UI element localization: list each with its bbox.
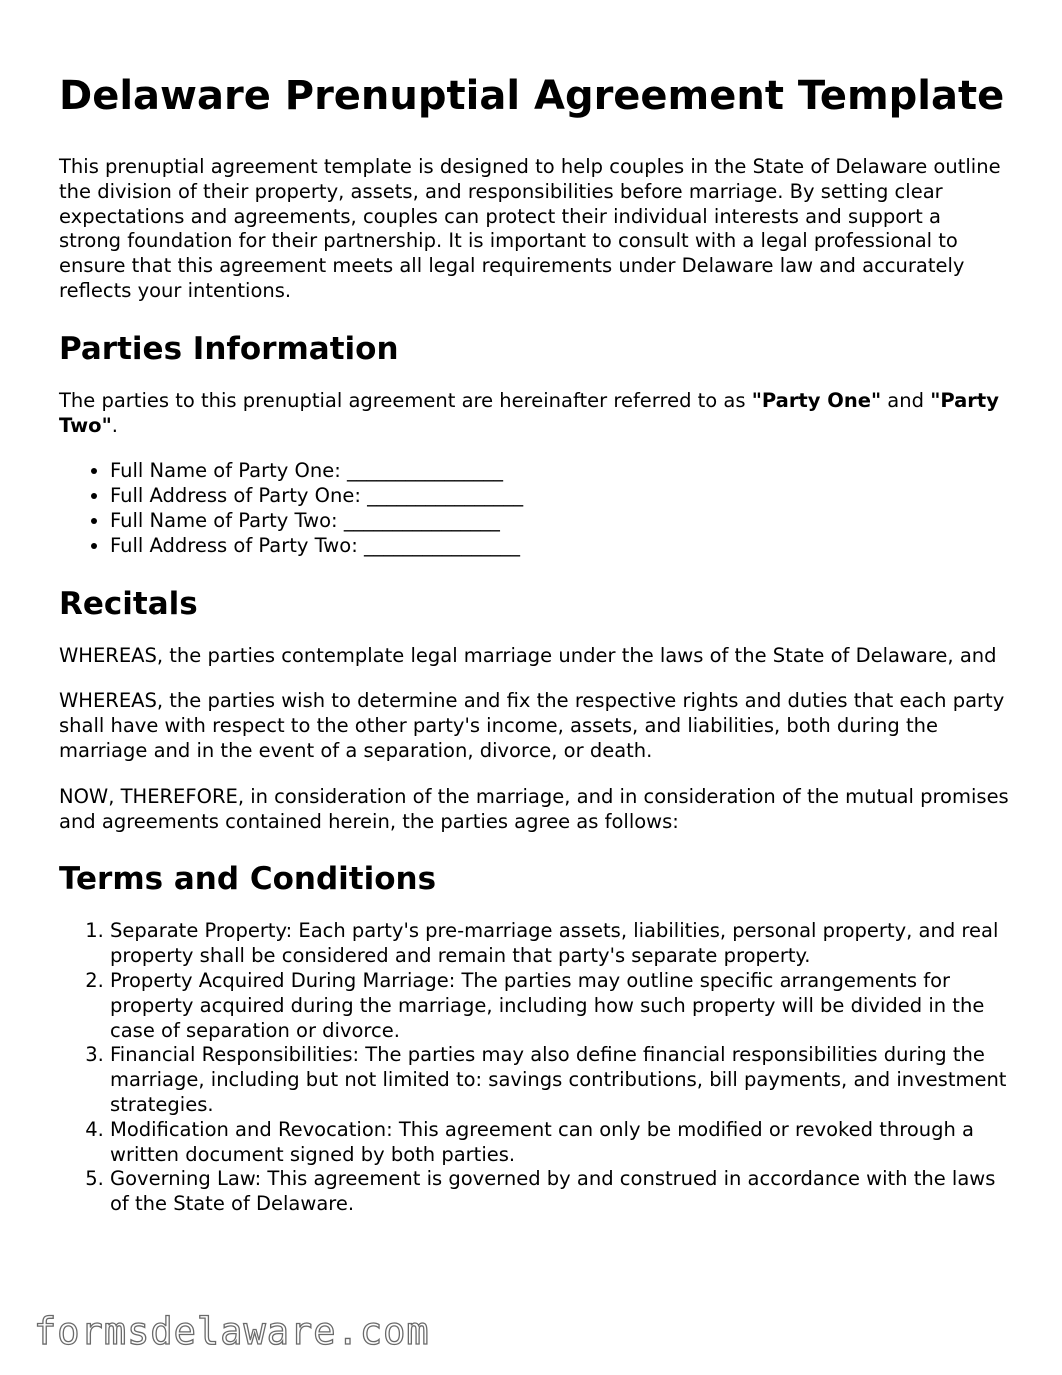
recital-paragraph: NOW, THEREFORE, in consideration of the marriage, and in consideration of the mutual promises and agreements contained herein, the parties agree as follows: (59, 784, 1009, 833)
party-two-name-field: • Full Name of Party Two: ________________ (110, 509, 1009, 534)
term-item: 5. Governing Law: This agreement is governed by and construed in accordance with the laws of the State of Delaware. (110, 1167, 1009, 1217)
intro-paragraph: This prenuptial agreement template is designed to help couples in the State of Delaware outline the division of their property, assets, and responsibilities before marriage. By setting clear expectations and agreements, couples can protect their individual interests and support a strong foundation for their partnership. It is important to consult with a legal professional to ensure that this agreement meets all legal requirements under Delaware law and accurately reflects your intentions. (59, 155, 1001, 302)
document-page (59, 72, 1009, 1243)
terms-list (59, 919, 1009, 1217)
site-watermark: formsdelaware.com (34, 1310, 430, 1353)
recital-paragraph: WHEREAS, the parties contemplate legal marriage under the laws of the State of Delaware, and (59, 643, 997, 667)
term-item: 4. Modification and Revocation: This agreement can only be modified or revoked through a written document signed by both parties. (110, 1118, 1009, 1168)
party-one-name-field: • Full Name of Party One: ________________ (110, 459, 1009, 484)
parties-text-and: and (881, 388, 931, 412)
parties-text-before: The parties to this prenuptial agreement are hereinafter referred to as (59, 388, 752, 412)
parties-text-end: . (111, 413, 118, 437)
recital-paragraph: WHEREAS, the parties wish to determine and fix the respective rights and duties that each party shall have with respect to the other party's income, assets, and liabilities, both during the marriage and in the event of a separation, divorce, or death. (59, 689, 1005, 762)
party-one-label: "Party One" (751, 388, 882, 412)
parties-heading: Parties Information (59, 330, 399, 367)
document-title: Delaware Prenuptial Agreement Template (59, 73, 1005, 119)
recitals-heading: Recitals (59, 585, 198, 622)
terms-heading: Terms and Conditions (59, 861, 437, 898)
party-two-label: "Party Two" (59, 388, 999, 437)
term-item: 1. Separate Property: Each party's pre-marriage assets, liabilities, personal property, and real property shall be considered and remain that party's separate property. (110, 919, 1009, 969)
party-fields-list (59, 459, 1009, 558)
parties-paragraph (59, 389, 1009, 439)
party-two-address-field: • Full Address of Party Two: ________________ (110, 534, 1009, 559)
term-item: 3. Financial Responsibilities: The parties may also define financial responsibilities during the marriage, including but not limited to: savings contributions, bill payments, and investment strategies. (110, 1043, 1009, 1117)
term-item: 2. Property Acquired During Marriage: The parties may outline specific arrangements for property acquired during the marriage, including how such property will be divided in the case of separation or divorce. (110, 969, 1009, 1043)
party-one-address-field: • Full Address of Party One: ________________ (110, 484, 1009, 509)
